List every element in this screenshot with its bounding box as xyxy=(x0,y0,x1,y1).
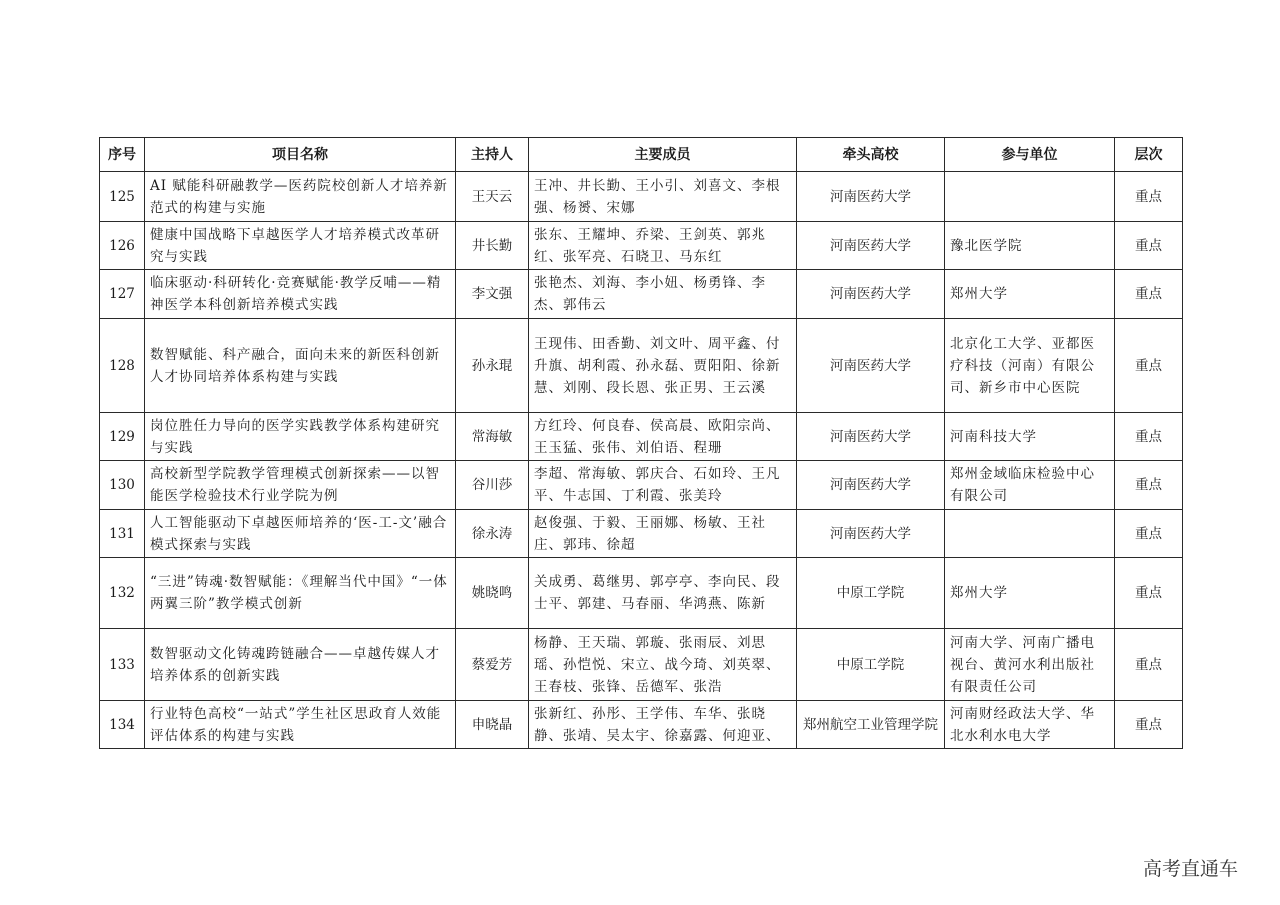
row-partner xyxy=(945,172,1115,222)
table-row xyxy=(100,270,1183,319)
table-row xyxy=(100,701,1183,749)
row-partner: 郑州大学 xyxy=(945,558,1115,629)
row-partner: 河南科技大学 xyxy=(945,413,1115,461)
table-row xyxy=(100,413,1183,461)
row-host: 申晓晶 xyxy=(456,701,529,749)
row-index: 129 xyxy=(100,413,145,461)
row-lead-school: 中原工学院 xyxy=(797,629,945,701)
table-row xyxy=(100,629,1183,701)
row-host: 孙永琨 xyxy=(456,319,529,413)
table-row xyxy=(100,319,1183,413)
row-lead-school: 郑州航空工业管理学院 xyxy=(797,701,945,749)
row-project-name: 岗位胜任力导向的医学实践教学体系构建研究与实践 xyxy=(145,413,456,461)
row-level: 重点 xyxy=(1115,413,1183,461)
header-host: 主持人 xyxy=(456,138,529,172)
row-partner: 郑州大学 xyxy=(945,270,1115,319)
row-partner: 北京化工大学、亚都医疗科技（河南）有限公司、新乡市中心医院 xyxy=(945,319,1115,413)
table-row xyxy=(100,461,1183,510)
row-level: 重点 xyxy=(1115,270,1183,319)
row-level: 重点 xyxy=(1115,222,1183,270)
row-members: 张东、王耀坤、乔梁、王剑英、郭兆红、张军亮、石晓卫、马东红 xyxy=(529,222,797,270)
row-level: 重点 xyxy=(1115,319,1183,413)
row-project-name: 人工智能驱动下卓越医师培养的‘医-工-文’融合模式探索与实践 xyxy=(145,510,456,558)
row-members: 关成勇、葛继男、郭亭亭、李向民、段士平、郭建、马春丽、华鸿燕、陈新 xyxy=(529,558,797,629)
row-members: 张新红、孙彤、王学伟、车华、张晓静、张靖、吴太宇、徐嘉露、何迎亚、 xyxy=(529,701,797,749)
row-level: 重点 xyxy=(1115,461,1183,510)
row-members: 赵俊强、于毅、王丽娜、杨敏、王社庄、郭玮、徐超 xyxy=(529,510,797,558)
row-members: 张艳杰、刘海、李小妞、杨勇锋、李杰、郭伟云 xyxy=(529,270,797,319)
row-lead-school: 中原工学院 xyxy=(797,558,945,629)
row-level: 重点 xyxy=(1115,558,1183,629)
row-partner: 河南大学、河南广播电视台、黄河水利出版社有限责任公司 xyxy=(945,629,1115,701)
row-host: 王天云 xyxy=(456,172,529,222)
table-row xyxy=(100,558,1183,629)
row-members: 方红玲、何良春、侯高晨、欧阳宗尚、王玉猛、张伟、刘伯语、程珊 xyxy=(529,413,797,461)
row-lead-school: 河南医药大学 xyxy=(797,413,945,461)
row-project-name: 数智驱动文化铸魂跨链融合——卓越传媒人才培养体系的创新实践 xyxy=(145,629,456,701)
row-index: 132 xyxy=(100,558,145,629)
row-index: 128 xyxy=(100,319,145,413)
row-members: 杨静、王天瑞、郭璇、张雨辰、刘思瑶、孙恺悦、宋立、战今琦、刘英翠、王春枝、张锋、岳德军、张浩 xyxy=(529,629,797,701)
row-lead-school: 河南医药大学 xyxy=(797,461,945,510)
header-members: 主要成员 xyxy=(529,138,797,172)
row-index: 126 xyxy=(100,222,145,270)
row-project-name: 行业特色高校“一站式”学生社区思政育人效能评估体系的构建与实践 xyxy=(145,701,456,749)
table-header-row xyxy=(100,138,1183,172)
row-partner: 豫北医学院 xyxy=(945,222,1115,270)
table-row xyxy=(100,510,1183,558)
row-lead-school: 河南医药大学 xyxy=(797,510,945,558)
row-index: 134 xyxy=(100,701,145,749)
row-project-name: 高校新型学院教学管理模式创新探索——以智能医学检验技术行业学院为例 xyxy=(145,461,456,510)
row-lead-school: 河南医药大学 xyxy=(797,172,945,222)
row-partner xyxy=(945,510,1115,558)
row-index: 131 xyxy=(100,510,145,558)
row-level: 重点 xyxy=(1115,629,1183,701)
row-index: 127 xyxy=(100,270,145,319)
row-host: 谷川莎 xyxy=(456,461,529,510)
row-project-name: AI 赋能科研融教学—医药院校创新人才培养新范式的构建与实施 xyxy=(145,172,456,222)
row-project-name: 健康中国战略下卓越医学人才培养模式改革研究与实践 xyxy=(145,222,456,270)
row-host: 常海敏 xyxy=(456,413,529,461)
row-host: 徐永涛 xyxy=(456,510,529,558)
row-project-name: 数智赋能、科产融合，面向未来的新医科创新人才协同培养体系构建与实践 xyxy=(145,319,456,413)
project-table xyxy=(99,137,1183,749)
row-level: 重点 xyxy=(1115,510,1183,558)
row-lead-school: 河南医药大学 xyxy=(797,222,945,270)
row-index: 130 xyxy=(100,461,145,510)
row-index: 133 xyxy=(100,629,145,701)
header-project-name: 项目名称 xyxy=(145,138,456,172)
table-row xyxy=(100,222,1183,270)
header-index: 序号 xyxy=(100,138,145,172)
row-level: 重点 xyxy=(1115,701,1183,749)
row-host: 井长勤 xyxy=(456,222,529,270)
watermark-text: 高考直通车 xyxy=(1143,858,1239,880)
row-project-name: 临床驱动·科研转化·竞赛赋能·教学反哺——精神医学本科创新培养模式实践 xyxy=(145,270,456,319)
row-partner: 河南财经政法大学、华北水利水电大学 xyxy=(945,701,1115,749)
row-host: 蔡爱芳 xyxy=(456,629,529,701)
row-project-name: “三进”铸魂·数智赋能：《理解当代中国》“一体两翼三阶”教学模式创新 xyxy=(145,558,456,629)
row-partner: 郑州金域临床检验中心有限公司 xyxy=(945,461,1115,510)
row-members: 王冲、井长勤、王小引、刘喜文、李根强、杨赟、宋娜 xyxy=(529,172,797,222)
row-lead-school: 河南医药大学 xyxy=(797,319,945,413)
row-members: 李超、常海敏、郭庆合、石如玲、王凡平、牛志国、丁利霞、张美玲 xyxy=(529,461,797,510)
row-lead-school: 河南医药大学 xyxy=(797,270,945,319)
row-index: 125 xyxy=(100,172,145,222)
row-level: 重点 xyxy=(1115,172,1183,222)
header-level: 层次 xyxy=(1115,138,1183,172)
row-host: 李文强 xyxy=(456,270,529,319)
table-row xyxy=(100,172,1183,222)
row-members: 王现伟、田香勤、刘文叶、周平鑫、付升旗、胡利霞、孙永磊、贾阳阳、徐新慧、刘刚、段长恩、张正男、王云溪 xyxy=(529,319,797,413)
row-host: 姚晓鸣 xyxy=(456,558,529,629)
header-partner: 参与单位 xyxy=(945,138,1115,172)
header-lead-school: 牵头高校 xyxy=(797,138,945,172)
